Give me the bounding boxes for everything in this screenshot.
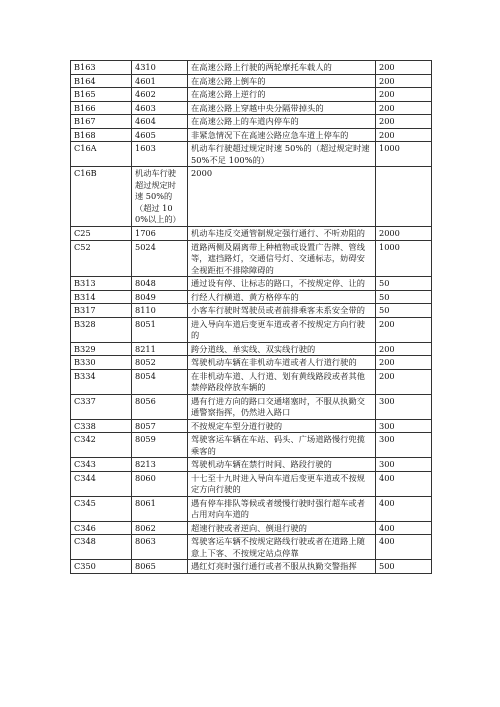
- violation-code-cell: C52: [71, 240, 132, 277]
- violation-description-cell: 十七至十九时进入导向车道后变更车道或不按规定方向行驶的: [188, 471, 376, 496]
- violation-code-cell: C348: [71, 535, 132, 560]
- violation-number-cell: 8054: [132, 369, 188, 394]
- violation-description-cell: 在高速公路上行驶的两轮摩托车载人的: [188, 61, 376, 75]
- violation-number-cell: 8062: [132, 521, 188, 535]
- fine-amount-cell: 200: [376, 74, 432, 88]
- violation-description-cell: 在高速公路上穿越中央分隔带掉头的: [188, 101, 376, 115]
- violation-number-cell: 8060: [132, 471, 188, 496]
- violation-description-cell: 进入导向车道后变更车道或者不按规定方向行驶的: [188, 317, 376, 342]
- violation-description-cell: 跨分道线、单实线、双实线行驶的: [188, 342, 376, 356]
- violation-description-cell: 超速行驶或者逆向、倒退行驶的: [188, 521, 376, 535]
- violation-number-cell: 8048: [132, 277, 188, 291]
- violation-code-cell: C337: [71, 394, 132, 419]
- violation-number-cell: 8057: [132, 419, 188, 433]
- fine-amount-cell: 400: [376, 521, 432, 535]
- table-row: [71, 369, 432, 394]
- fine-amount-cell: 300: [376, 433, 432, 458]
- fine-amount-cell: [376, 167, 432, 227]
- violation-code-cell: B313: [71, 277, 132, 291]
- violation-number-cell: 8213: [132, 458, 188, 472]
- table-row: [71, 521, 432, 535]
- violation-code-cell: B334: [71, 369, 132, 394]
- violation-description-cell: 在非机动车道、人行道、划有黄线路段或者其他禁停路段停放车辆的: [188, 369, 376, 394]
- fine-amount-cell: 200: [376, 317, 432, 342]
- violation-code-cell: B165: [71, 88, 132, 102]
- violation-description-cell: 机动车违反交通管制规定强行通行、不听劝阻的: [188, 227, 376, 241]
- table-row: [71, 128, 432, 142]
- table-row: [71, 227, 432, 241]
- fine-amount-cell: 200: [376, 356, 432, 370]
- violation-description-cell: 机动车行驶超过规定时速 50%的（超过规定时速 50%不足 100%的）: [188, 142, 376, 167]
- fine-amount-cell: 200: [376, 61, 432, 75]
- violation-number-cell: 8063: [132, 535, 188, 560]
- violation-code-cell: C344: [71, 471, 132, 496]
- fine-amount-cell: 1000: [376, 142, 432, 167]
- violation-number-cell: 8211: [132, 342, 188, 356]
- violation-description-cell: 2000: [188, 167, 376, 227]
- violation-description-cell: 驾驶机动车辆在禁行时间、路段行驶的: [188, 458, 376, 472]
- violation-code-cell: B314: [71, 290, 132, 304]
- violation-code-cell: C342: [71, 433, 132, 458]
- fine-amount-cell: 300: [376, 419, 432, 433]
- violation-description-cell: 在高速公路上倒车的: [188, 74, 376, 88]
- violation-fines-table: [70, 60, 432, 574]
- violation-description-cell: 在高速公路上逆行的: [188, 88, 376, 102]
- violation-description-cell: 在高速公路上的车道内停车的: [188, 115, 376, 129]
- fine-amount-cell: 400: [376, 535, 432, 560]
- fine-amount-cell: 2000: [376, 227, 432, 241]
- violation-description-cell: 不按规定车型分道行驶的: [188, 419, 376, 433]
- violation-description-cell: 遇有行进方向的路口交通堵塞时，不服从执勤交通警察指挥，仍然进入路口: [188, 394, 376, 419]
- fine-amount-cell: 200: [376, 101, 432, 115]
- violation-code-cell: B168: [71, 128, 132, 142]
- fine-amount-cell: 50: [376, 304, 432, 318]
- table-row: [71, 101, 432, 115]
- violation-number-cell: 8061: [132, 496, 188, 521]
- violation-number-cell: 1603: [132, 142, 188, 167]
- table-row: [71, 458, 432, 472]
- violation-number-cell: 8049: [132, 290, 188, 304]
- violation-code-cell: B328: [71, 317, 132, 342]
- violation-code-cell: C343: [71, 458, 132, 472]
- violation-number-cell: 8110: [132, 304, 188, 318]
- violation-code-cell: C345: [71, 496, 132, 521]
- table-row: [71, 167, 432, 227]
- fine-amount-cell: 200: [376, 342, 432, 356]
- violation-number-cell: 4310: [132, 61, 188, 75]
- violation-number-cell: 5024: [132, 240, 188, 277]
- table-row: [71, 496, 432, 521]
- violation-description-cell: 非紧急情况下在高速公路应急车道上停车的: [188, 128, 376, 142]
- table-row: [71, 88, 432, 102]
- fine-amount-cell: 500: [376, 560, 432, 574]
- violation-code-cell: B163: [71, 61, 132, 75]
- fine-amount-cell: 300: [376, 458, 432, 472]
- fine-amount-cell: 300: [376, 394, 432, 419]
- fine-amount-cell: 200: [376, 128, 432, 142]
- table-row: [71, 560, 432, 574]
- fine-amount-cell: 200: [376, 369, 432, 394]
- table-row: [71, 304, 432, 318]
- table-row: [71, 142, 432, 167]
- violation-number-cell: 4604: [132, 115, 188, 129]
- violation-number-cell: 1706: [132, 227, 188, 241]
- table-row: [71, 356, 432, 370]
- violation-description-cell: 驾驶客运车辆在车站、码头、广场道路慢行兜揽乘客的: [188, 433, 376, 458]
- violation-description-cell: 通过设有停、让标志的路口，不按规定停、让的: [188, 277, 376, 291]
- table-row: [71, 419, 432, 433]
- fine-amount-cell: 1000: [376, 240, 432, 277]
- violation-code-cell: B164: [71, 74, 132, 88]
- violation-number-cell: 8051: [132, 317, 188, 342]
- table-row: [71, 240, 432, 277]
- fine-amount-cell: 200: [376, 88, 432, 102]
- violation-number-cell: 8059: [132, 433, 188, 458]
- fine-amount-cell: 50: [376, 277, 432, 291]
- violation-code-cell: B166: [71, 101, 132, 115]
- violation-code-cell: C346: [71, 521, 132, 535]
- violation-code-cell: B329: [71, 342, 132, 356]
- table-row: [71, 471, 432, 496]
- violation-number-cell: 8052: [132, 356, 188, 370]
- table-row: [71, 61, 432, 75]
- violation-code-cell: C25: [71, 227, 132, 241]
- fine-amount-cell: 50: [376, 290, 432, 304]
- fine-amount-cell: 400: [376, 496, 432, 521]
- violation-description-cell: 行经人行横道、黄方格停车的: [188, 290, 376, 304]
- table-row: [71, 535, 432, 560]
- table-row: [71, 342, 432, 356]
- table-row: [71, 433, 432, 458]
- violation-code-cell: C16B: [71, 167, 132, 227]
- table-row: [71, 277, 432, 291]
- violation-code-cell: B167: [71, 115, 132, 129]
- violation-number-cell: 机动车行驶超过规定时速 50%的（超过 100%以上的）: [132, 167, 188, 227]
- violation-description-cell: 遇有停车排队等候或者缓慢行驶时强行超车或者占用对向车道的: [188, 496, 376, 521]
- table-row: [71, 317, 432, 342]
- table-row: [71, 290, 432, 304]
- fine-amount-cell: 200: [376, 115, 432, 129]
- violation-description-cell: 驾驶客运车辆不按规定路线行驶或者在道路上随意上下客、不按规定站点停靠: [188, 535, 376, 560]
- violation-number-cell: 4602: [132, 88, 188, 102]
- violation-code-cell: C338: [71, 419, 132, 433]
- violation-code-cell: B330: [71, 356, 132, 370]
- table-row: [71, 74, 432, 88]
- table-row: [71, 394, 432, 419]
- violation-description-cell: 小客车行驶时驾驶员或者前排乘客未系安全带的: [188, 304, 376, 318]
- violation-number-cell: 8065: [132, 560, 188, 574]
- violation-description-cell: 驾驶机动车辆在非机动车道或者人行道行驶的: [188, 356, 376, 370]
- violation-number-cell: 8056: [132, 394, 188, 419]
- violation-code-cell: B317: [71, 304, 132, 318]
- violation-code-cell: C350: [71, 560, 132, 574]
- violation-number-cell: 4605: [132, 128, 188, 142]
- violation-code-cell: C16A: [71, 142, 132, 167]
- violation-description-cell: 遇红灯亮时强行通行或者不服从执勤交警指挥: [188, 560, 376, 574]
- table-row: [71, 115, 432, 129]
- violation-description-cell: 道路两侧及隔离带上种植物或设置广告牌、管线等，遮挡路灯，交通信号灯、交通标志，妨碍安全视距拒不排除障碍的: [188, 240, 376, 277]
- violation-number-cell: 4603: [132, 101, 188, 115]
- violation-number-cell: 4601: [132, 74, 188, 88]
- fine-amount-cell: 400: [376, 471, 432, 496]
